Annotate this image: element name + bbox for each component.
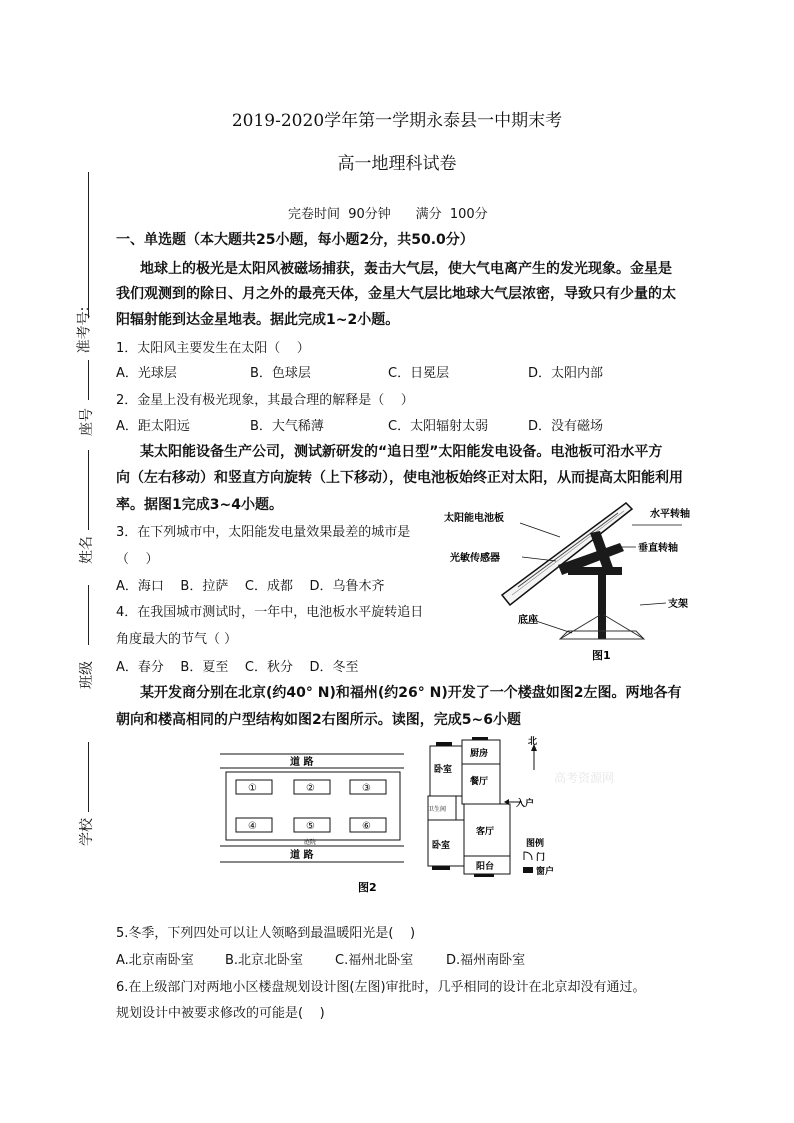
building-3: ③ <box>362 783 371 794</box>
building-5: ⑤ <box>306 821 315 832</box>
label-solar-panel: 太阳能电池板 <box>444 513 504 524</box>
passage2-line2: 向（左右移动）和竖直方向旋转（上下移动），使电池板始终正对太阳，从而提高太阳能利用 <box>116 470 683 486</box>
leader-bracket <box>640 603 666 605</box>
q5-option-d: D.福州南卧室 <box>446 953 526 968</box>
q2-option-a: A．距太阳远 <box>116 419 190 434</box>
window-bar-3 <box>432 866 450 870</box>
binding-line-5 <box>88 742 89 812</box>
q1-option-c: C．日冕层 <box>388 366 450 381</box>
exam-meta: 完卷时间 90分钟 满分 100分 <box>288 207 488 222</box>
label-kitchen: 厨房 <box>470 749 489 759</box>
window-bar-2 <box>472 737 488 740</box>
passage1-line2: 我们观测到的除日、月之外的最亮天体，金星大气层比地球大气层浓密，导致只有少量的太 <box>116 286 676 302</box>
q4-stem-line2: 角度最大的节气（ ） <box>116 632 238 647</box>
q5-option-c: C.福州北卧室 <box>335 953 414 968</box>
label-north: 北 <box>528 737 538 747</box>
road-top-label: 道 路 <box>290 757 314 768</box>
q6-line1: 6.在上级部门对两地小区楼盘规划设计图(左图)审批时，几乎相同的设计在北京却没有通过。 <box>116 980 646 995</box>
figure1-caption: 图1 <box>592 649 611 662</box>
label-bathroom: 卫生间 <box>428 806 447 813</box>
label-bedroom-north: 卧室 <box>434 765 453 775</box>
window-bar-1 <box>436 742 452 746</box>
label-entrance: 入户 <box>516 799 535 809</box>
base-leg-left <box>560 615 600 639</box>
binding-line-3 <box>88 450 89 530</box>
q1-option-a: A．光球层 <box>116 366 177 381</box>
exam-no-label: 准考号: <box>76 306 93 354</box>
passage2-line1: 某太阳能设备生产公司，测试新研发的“追日型”太阳能发电设备。电池板可沿水平方 <box>140 444 663 460</box>
label-living: 客厅 <box>476 827 495 837</box>
leader-base <box>536 621 572 633</box>
class-label: 班级 <box>79 661 95 689</box>
figure2-caption: 图2 <box>358 881 377 894</box>
q2-option-d: D．没有磁场 <box>528 419 604 434</box>
exam-title: 2019-2020学年第一学期永泰县一中期末考 <box>231 111 563 131</box>
leader-panel <box>520 523 560 537</box>
legend-window-symbol <box>523 867 533 873</box>
q1-option-b: B．色球层 <box>250 366 311 381</box>
bracket-crossbar <box>568 567 622 575</box>
label-vertical-axis: 垂直转轴 <box>638 543 678 554</box>
building-2: ② <box>306 783 315 794</box>
q3-stem-line1: 3．在下列城市中，太阳能发电量效果最差的城市是 <box>116 525 411 540</box>
figure2-housing-plans <box>218 736 615 898</box>
legend-window: 窗户 <box>536 867 555 877</box>
label-dining: 餐厅 <box>470 777 489 787</box>
legend-title: 图例 <box>526 839 545 849</box>
support-pole <box>598 575 606 639</box>
name-label: 姓名 <box>79 536 95 564</box>
passage1-line1: 地球上的极光是太阳风被磁场捕获，轰击大气层，使大气电离产生的发光现象。金星是 <box>140 261 672 277</box>
legend-door-symbol <box>524 852 532 860</box>
label-sensor: 光敏传感器 <box>450 553 500 564</box>
binding-line-4 <box>88 585 89 645</box>
q3-options: A．海口 B．拉萨 C．成都 D．乌鲁木齐 <box>116 579 385 594</box>
section-heading: 一、单选题（本大题共25小题，每小题2分，共50.0分） <box>116 232 474 248</box>
q1-stem: 1．太阳风主要发生在太阳（ ） <box>116 341 310 356</box>
q5-option-a: A.北京南卧室 <box>116 953 194 968</box>
label-balcony: 阳台 <box>476 862 495 872</box>
legend-door: 门 <box>536 853 546 863</box>
q2-option-b: B．大气稀薄 <box>250 419 324 434</box>
label-horizontal-axis: 水平转轴 <box>650 509 690 520</box>
passage3-line1: 某开发商分别在北京(约40° N)和福州(约26° N)开发了一个楼盘如图2左图。两地各有 <box>140 685 682 701</box>
binding-line-2 <box>88 360 89 400</box>
paper-subtitle: 高一地理科试卷 <box>337 154 457 174</box>
q5-stem: 5.冬季，下列四处可以让人领略到最温暖阳光是( ) <box>116 926 416 941</box>
building-1: ① <box>248 783 257 794</box>
q2-stem: 2．金星上没有极光现象，其最合理的解释是（ ） <box>116 393 414 408</box>
window-bar-4 <box>474 874 494 877</box>
label-bracket: 支架 <box>668 599 688 610</box>
seat-label: 座号 <box>79 408 95 436</box>
label-bedroom-south: 卧室 <box>432 841 451 851</box>
q6-line2: 规划设计中被要求修改的可能是( ) <box>116 1006 325 1021</box>
q3-stem-line2: （ ） <box>116 552 159 567</box>
yard-label: 庭院 <box>304 839 317 846</box>
school-label: 学校 <box>79 818 95 846</box>
q4-options: A．春分 B．夏至 C．秋分 D．冬至 <box>116 660 359 675</box>
watermark: 高考资源网 <box>554 771 615 785</box>
q4-stem-line1: 4．在我国城市测试时，一年中，电池板水平旋转追日 <box>116 605 424 620</box>
q5-option-b: B.北京北卧室 <box>225 953 304 968</box>
q1-option-d: D．太阳内部 <box>528 366 604 381</box>
label-base: 底座 <box>518 615 538 626</box>
binding-line-1 <box>88 172 89 318</box>
road-bottom-label: 道 路 <box>290 850 314 861</box>
figure1-solar-tracker <box>440 495 702 667</box>
building-6: ⑥ <box>362 821 371 832</box>
passage3-line2: 朝向和楼高相同的户型结构如图2右图所示。读图，完成5~6小题 <box>116 712 521 728</box>
passage2-line3: 率。据图1完成3~4小题。 <box>116 497 283 513</box>
passage1-line3: 阳辐射能到达金星地表。据此完成1~2小题。 <box>116 312 400 328</box>
base-leg-right <box>604 615 644 639</box>
building-4: ④ <box>248 821 257 832</box>
q2-option-c: C．太阳辐射太弱 <box>388 419 489 434</box>
